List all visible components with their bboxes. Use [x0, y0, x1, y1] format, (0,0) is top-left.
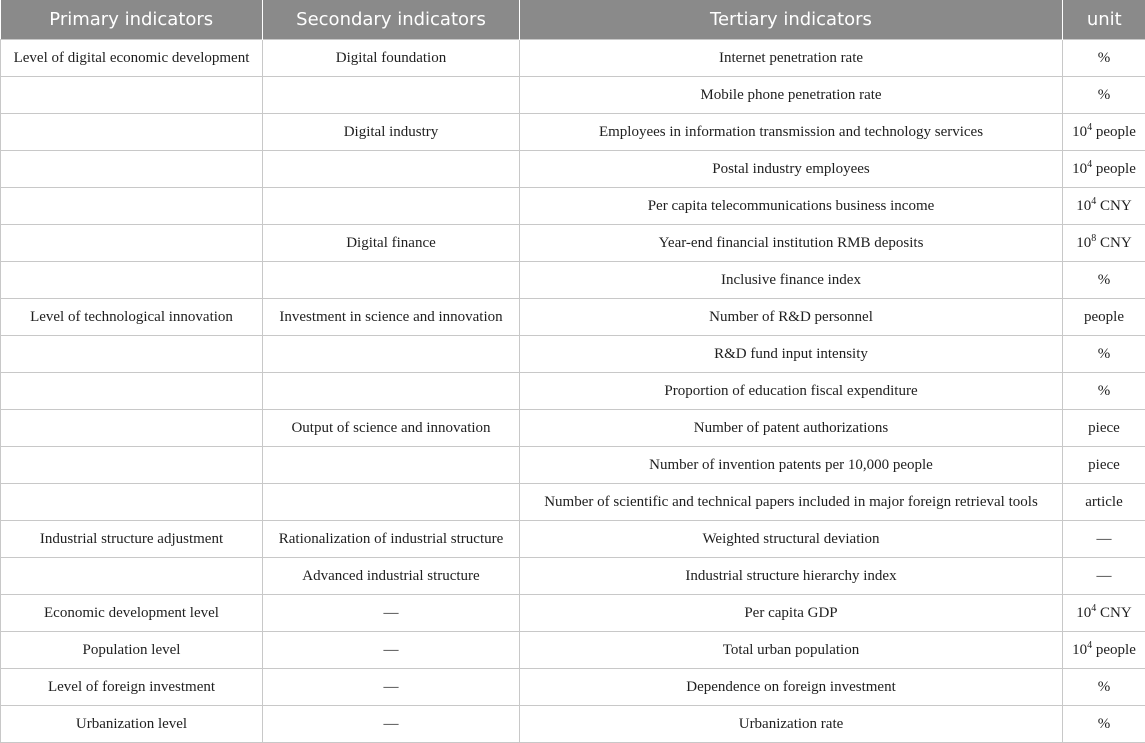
primary-indicator-cell: Level of digital economic development [1, 40, 263, 77]
unit-cell [1063, 151, 1145, 188]
table-row [1, 669, 1145, 706]
table-row [1, 447, 1145, 484]
secondary-indicator-cell [263, 188, 520, 225]
unit-suffix: people [1092, 124, 1136, 140]
secondary-indicator-cell: Digital foundation [263, 40, 520, 77]
tertiary-indicator-cell: R&D fund input intensity [520, 336, 1063, 373]
unit-base: % [1098, 716, 1111, 732]
tertiary-indicator-cell: Inclusive finance index [520, 262, 1063, 299]
unit-suffix: CNY [1096, 198, 1131, 214]
primary-indicator-cell: Level of foreign investment [1, 669, 263, 706]
table-row [1, 373, 1145, 410]
primary-indicator-cell [1, 373, 263, 410]
unit-base: article [1085, 494, 1122, 510]
unit-base: 10 [1072, 161, 1087, 177]
primary-indicator-cell [1, 114, 263, 151]
tertiary-indicator-cell: Per capita GDP [520, 595, 1063, 632]
table-row [1, 558, 1145, 595]
unit-base: % [1098, 87, 1111, 103]
unit-exponent: 4 [1087, 159, 1092, 170]
unit-cell [1063, 521, 1145, 558]
secondary-indicator-cell: Digital finance [263, 225, 520, 262]
unit-base: % [1098, 679, 1111, 695]
secondary-indicator-cell: — [263, 632, 520, 669]
table-row [1, 484, 1145, 521]
unit-base: % [1098, 383, 1111, 399]
unit-cell [1063, 447, 1145, 484]
unit-base: % [1098, 272, 1111, 288]
tertiary-indicator-cell: Mobile phone penetration rate [520, 77, 1063, 114]
unit-exponent: 4 [1091, 603, 1096, 614]
unit-cell [1063, 669, 1145, 706]
unit-cell [1063, 595, 1145, 632]
primary-indicator-cell [1, 336, 263, 373]
tertiary-indicator-cell: Number of R&D personnel [520, 299, 1063, 336]
unit-cell [1063, 484, 1145, 521]
unit-base: 10 [1076, 235, 1091, 251]
primary-indicator-cell [1, 410, 263, 447]
unit-cell [1063, 262, 1145, 299]
unit-base: 10 [1072, 124, 1087, 140]
unit-cell [1063, 114, 1145, 151]
unit-base: % [1098, 346, 1111, 362]
table-row [1, 225, 1145, 262]
tertiary-indicator-cell: Number of invention patents per 10,000 people [520, 447, 1063, 484]
secondary-indicator-cell [263, 373, 520, 410]
tertiary-indicator-cell: Internet penetration rate [520, 40, 1063, 77]
primary-indicator-cell [1, 77, 263, 114]
header-tertiary-indicators: Tertiary indicators [520, 0, 1063, 40]
table-body [1, 40, 1145, 743]
unit-suffix: CNY [1096, 605, 1131, 621]
unit-base: people [1084, 309, 1124, 325]
unit-exponent: 4 [1091, 196, 1096, 207]
secondary-indicator-cell: Output of science and innovation [263, 410, 520, 447]
primary-indicator-cell [1, 447, 263, 484]
secondary-indicator-cell [263, 447, 520, 484]
tertiary-indicator-cell: Dependence on foreign investment [520, 669, 1063, 706]
unit-base: 10 [1076, 198, 1091, 214]
unit-base: piece [1088, 457, 1120, 473]
table-row [1, 40, 1145, 77]
table-row [1, 410, 1145, 447]
primary-indicator-cell [1, 188, 263, 225]
unit-exponent: 8 [1091, 233, 1096, 244]
secondary-indicator-cell [263, 77, 520, 114]
unit-cell [1063, 373, 1145, 410]
tertiary-indicator-cell: Per capita telecommunications business income [520, 188, 1063, 225]
header-unit: unit [1063, 0, 1145, 40]
unit-cell [1063, 188, 1145, 225]
table-row [1, 336, 1145, 373]
secondary-indicator-cell [263, 484, 520, 521]
tertiary-indicator-cell: Total urban population [520, 632, 1063, 669]
table-row [1, 521, 1145, 558]
unit-exponent: 4 [1087, 122, 1092, 133]
unit-exponent: 4 [1087, 640, 1092, 651]
unit-cell [1063, 632, 1145, 669]
secondary-indicator-cell: Digital industry [263, 114, 520, 151]
secondary-indicator-cell: Advanced industrial structure [263, 558, 520, 595]
secondary-indicator-cell [263, 151, 520, 188]
unit-base: 10 [1076, 605, 1091, 621]
table-row [1, 188, 1145, 225]
primary-indicator-cell [1, 558, 263, 595]
secondary-indicator-cell [263, 336, 520, 373]
tertiary-indicator-cell: Number of patent authorizations [520, 410, 1063, 447]
primary-indicator-cell [1, 262, 263, 299]
header-primary-indicators: Primary indicators [1, 0, 263, 40]
tertiary-indicator-cell: Postal industry employees [520, 151, 1063, 188]
table-row [1, 114, 1145, 151]
primary-indicator-cell: Industrial structure adjustment [1, 521, 263, 558]
header-secondary-indicators: Secondary indicators [263, 0, 520, 40]
primary-indicator-cell: Economic development level [1, 595, 263, 632]
tertiary-indicator-cell: Number of scientific and technical papers included in major foreign retrieval tools [520, 484, 1063, 521]
table-row [1, 262, 1145, 299]
secondary-indicator-cell: — [263, 706, 520, 743]
tertiary-indicator-cell: Urbanization rate [520, 706, 1063, 743]
unit-base: piece [1088, 420, 1120, 436]
table-header-row [1, 0, 1145, 40]
tertiary-indicator-cell: Year-end financial institution RMB deposits [520, 225, 1063, 262]
secondary-indicator-cell: — [263, 595, 520, 632]
unit-cell [1063, 558, 1145, 595]
unit-cell [1063, 410, 1145, 447]
unit-suffix: people [1092, 642, 1136, 658]
table-row [1, 632, 1145, 669]
primary-indicator-cell: Level of technological innovation [1, 299, 263, 336]
unit-cell [1063, 299, 1145, 336]
unit-base: 10 [1072, 642, 1087, 658]
secondary-indicator-cell: Investment in science and innovation [263, 299, 520, 336]
tertiary-indicator-cell: Employees in information transmission and technology services [520, 114, 1063, 151]
secondary-indicator-cell: Rationalization of industrial structure [263, 521, 520, 558]
tertiary-indicator-cell: Industrial structure hierarchy index [520, 558, 1063, 595]
unit-cell [1063, 225, 1145, 262]
primary-indicator-cell [1, 225, 263, 262]
unit-cell [1063, 40, 1145, 77]
table-row [1, 299, 1145, 336]
primary-indicator-cell [1, 151, 263, 188]
primary-indicator-cell [1, 484, 263, 521]
unit-base: — [1097, 568, 1112, 584]
unit-base: — [1097, 531, 1112, 547]
table-row [1, 595, 1145, 632]
table-row [1, 77, 1145, 114]
unit-cell [1063, 77, 1145, 114]
table-row [1, 151, 1145, 188]
primary-indicator-cell: Urbanization level [1, 706, 263, 743]
unit-cell [1063, 336, 1145, 373]
unit-suffix: CNY [1096, 235, 1131, 251]
unit-suffix: people [1092, 161, 1136, 177]
tertiary-indicator-cell: Weighted structural deviation [520, 521, 1063, 558]
unit-base: % [1098, 50, 1111, 66]
tertiary-indicator-cell: Proportion of education fiscal expenditure [520, 373, 1063, 410]
primary-indicator-cell: Population level [1, 632, 263, 669]
secondary-indicator-cell: — [263, 669, 520, 706]
secondary-indicator-cell [263, 262, 520, 299]
